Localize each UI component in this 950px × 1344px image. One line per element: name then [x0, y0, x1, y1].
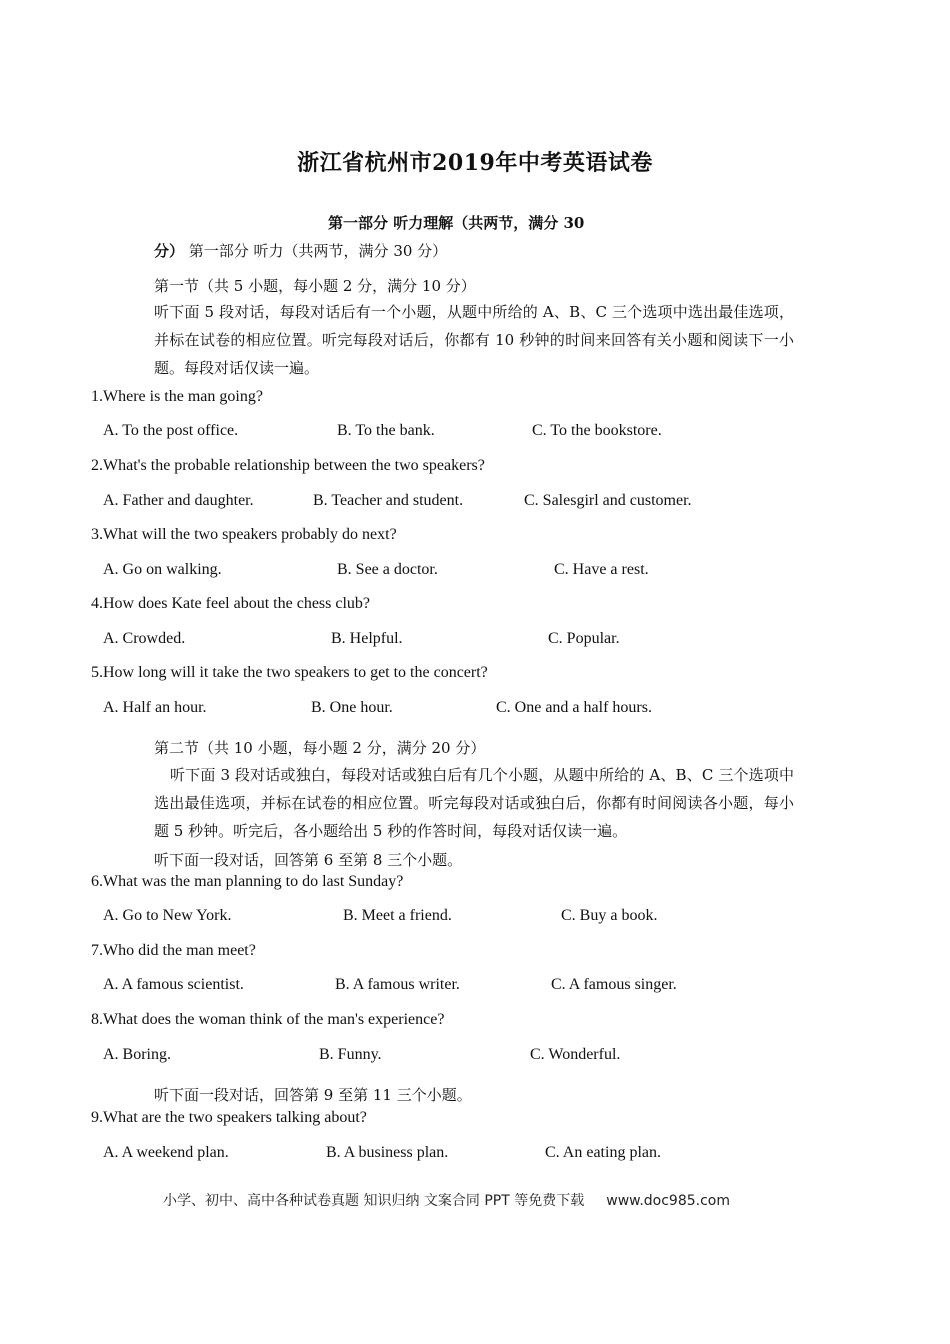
q9-option-a: A. A weekend plan.	[103, 1144, 229, 1161]
page-footer	[163, 1190, 730, 1210]
q5-option-c: C. One and a half hours.	[496, 699, 652, 716]
q4-option-b: B. Helpful.	[331, 630, 403, 647]
q6-option-c: C. Buy a book.	[561, 907, 658, 924]
question-6: 6.What was the man planning to do last Sunday?	[91, 873, 404, 890]
q8-option-c: C. Wonderful.	[530, 1046, 621, 1063]
section1-instructions: 听下面 5 段对话，每段对话后有一个小题，从题中所给的 A、B、C 三个选项中选出最佳选项，并标在试卷的相应位置。听完每段对话后，你都有 10 秒钟的时间来回答有关小题和阅读下一小题。每段对话仅读一遍。	[154, 303, 794, 377]
q2-option-a: A. Father and daughter.	[103, 492, 254, 509]
q3-option-a: A. Go on walking.	[103, 561, 222, 578]
question-5: 5.How long will it take the two speakers to get to the concert?	[91, 664, 488, 681]
q1-option-a: A. To the post office.	[103, 422, 239, 439]
footer-text: 小学、初中、高中各种试卷真题 知识归纳 文案合同 PPT 等免费下载	[163, 1193, 585, 1209]
question-7: 7.Who did the man meet?	[91, 942, 256, 959]
question-4: 4.How does Kate feel about the chess club?	[91, 595, 371, 612]
question-9: 9.What are the two speakers talking about?	[91, 1109, 367, 1126]
part1-heading: 第一部分 听力理解（共两节，满分 30	[328, 214, 585, 232]
q3-option-c: C. Have a rest.	[554, 561, 649, 578]
q4-option-a: A. Crowded.	[103, 630, 186, 647]
section2-note-9-11: 听下面一段对话，回答第 9 至第 11 三个小题。	[154, 1086, 472, 1104]
q2-option-b: B. Teacher and student.	[313, 492, 464, 509]
q9-option-c: C. An eating plan.	[545, 1144, 661, 1161]
question-2: 2.What's the probable relationship between the two speakers?	[91, 457, 485, 474]
q1-option-c: C. To the bookstore.	[532, 422, 662, 439]
q6-option-a: A. Go to New York.	[103, 907, 232, 924]
q5-option-a: A. Half an hour.	[103, 699, 207, 716]
q8-option-b: B. Funny.	[319, 1046, 382, 1063]
q7-option-c: C. A famous singer.	[551, 976, 677, 993]
q4-option-c: C. Popular.	[548, 630, 620, 647]
q7-option-a: A. A famous scientist.	[103, 976, 244, 993]
footer-url[interactable]: www.doc985.com	[606, 1193, 730, 1209]
page-title: 浙江省杭州市2019年中考英语试卷	[297, 150, 653, 176]
q9-option-b: B. A business plan.	[326, 1144, 449, 1161]
q8-option-a: A. Boring.	[103, 1046, 171, 1063]
q7-option-b: B. A famous writer.	[335, 976, 460, 993]
question-1: 1.Where is the man going?	[91, 388, 263, 405]
q1-option-b: B. To the bank.	[337, 422, 435, 439]
question-3: 3.What will the two speakers probably do next?	[91, 526, 397, 543]
q3-option-b: B. See a doctor.	[337, 561, 438, 578]
question-8: 8.What does the woman think of the man's experience?	[91, 1011, 445, 1028]
section2-instructions: 听下面 3 段对话或独白，每段对话或独白后有几个小题，从题中所给的 A、B、C 三个选项中选出最佳选项，并标在试卷的相应位置。听完每段对话或独白后，你都有时间阅读各小题，每小题 5 秒钟。听完后，各小题给出 5 秒的作答时间，每段对话仅读一遍。	[154, 766, 794, 840]
part1-listening-heading: 第一部分 听力（共两节，满分 30 分）	[184, 242, 448, 260]
part1-subheading	[154, 240, 447, 261]
section2-note-6-8: 听下面一段对话，回答第 6 至第 8 三个小题。	[154, 851, 463, 869]
section2-heading: 第二节（共 10 小题，每小题 2 分，满分 20 分）	[154, 739, 486, 757]
q6-option-b: B. Meet a friend.	[343, 907, 452, 924]
section1-heading: 第一节（共 5 小题，每小题 2 分，满分 10 分）	[154, 277, 476, 295]
q2-option-c: C. Salesgirl and customer.	[524, 492, 692, 509]
part1-heading-tail: 分）	[154, 242, 185, 260]
q5-option-b: B. One hour.	[311, 699, 393, 716]
